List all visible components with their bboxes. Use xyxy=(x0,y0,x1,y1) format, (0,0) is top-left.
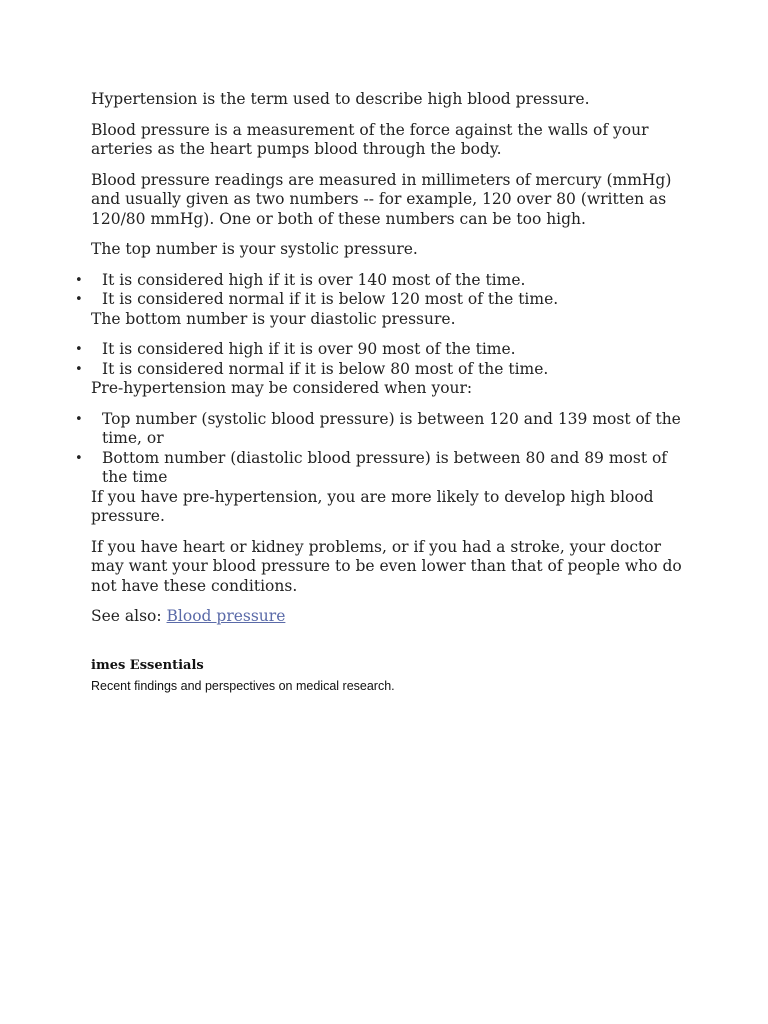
paragraph-measurement: Blood pressure is a measurement of the force against the walls of your arteries as the heart pumps blood through the body. xyxy=(91,120,649,158)
see-also xyxy=(91,607,686,627)
list-item: • It is considered normal if it is below 80 most of the time. xyxy=(91,360,686,380)
list-item: • Bottom number (diastolic blood pressure) is between 80 and 89 most of the time xyxy=(91,449,686,488)
essentials-title: imes Essentials xyxy=(91,657,204,673)
paragraph-readings: Blood pressure readings are measured in millimeters of mercury (mmHg) and usually given as two numbers -- for example, 120 over 80 (written as 120/80 mmHg). One or both of these numbers can be too high. xyxy=(91,170,672,228)
article-body xyxy=(91,90,686,694)
blood-pressure-link[interactable]: Blood pressure xyxy=(166,607,286,625)
paragraph-definition: Hypertension is the term used to describe high blood pressure. xyxy=(91,90,590,108)
see-also-prefix: See also: xyxy=(91,607,167,625)
paragraph-systolic-intro: The top number is your systolic pressure. xyxy=(91,240,418,258)
paragraph-prehypertension-intro: Pre-hypertension may be considered when your: xyxy=(91,379,473,397)
prehypertension-list xyxy=(91,410,686,488)
paragraph-heart-note: If you have heart or kidney problems, or if you had a stroke, your doctor may want your blood pressure to be even lower than that of people who do not have these conditions. xyxy=(91,537,682,595)
systolic-list xyxy=(91,271,686,310)
list-item: • It is considered high if it is over 140 most of the time. xyxy=(91,271,686,291)
list-item: • It is considered high if it is over 90 most of the time. xyxy=(91,340,686,360)
paragraph-diastolic-intro: The bottom number is your diastolic pressure. xyxy=(91,309,456,328)
paragraph-prehypertension-note: If you have pre-hypertension, you are more likely to develop high blood pressure. xyxy=(91,487,654,525)
essentials-subtitle: Recent findings and perspectives on medical research. xyxy=(91,678,395,693)
list-item: • Top number (systolic blood pressure) is between 120 and 139 most of the time, or xyxy=(91,410,686,449)
diastolic-list xyxy=(91,340,686,379)
list-item: • It is considered normal if it is below 120 most of the time. xyxy=(91,290,686,310)
